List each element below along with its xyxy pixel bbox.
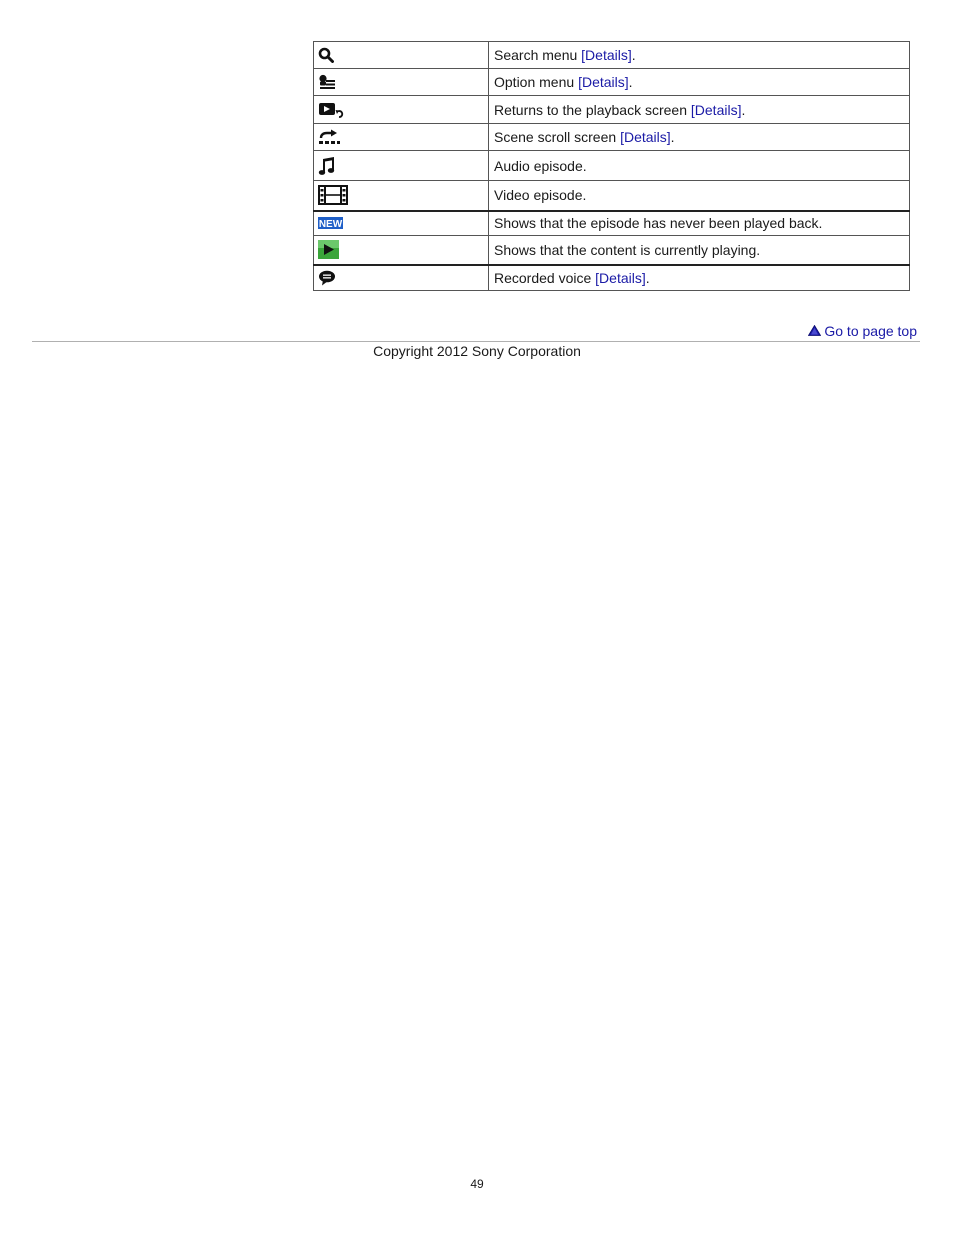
film-strip-icon	[318, 185, 348, 205]
description-cell	[489, 151, 910, 181]
details-link[interactable]: [Details]	[690, 101, 742, 118]
row-text: Search menu	[494, 47, 582, 63]
icon-legend-table	[313, 41, 910, 291]
description-cell	[489, 265, 910, 291]
page-number: 49	[470, 1177, 484, 1191]
icon-cell	[314, 236, 489, 265]
row-text: Shows that the content is currently playing.	[494, 241, 761, 258]
description-cell	[489, 69, 910, 96]
table-row	[314, 236, 910, 265]
table-row	[314, 42, 910, 69]
table-row	[314, 124, 910, 151]
description-cell	[489, 124, 910, 151]
description-cell	[489, 236, 910, 265]
footer-divider	[32, 341, 920, 342]
go-to-page-top-label[interactable]: Go to page top	[824, 323, 917, 339]
row-suffix: .	[628, 74, 633, 90]
row-text: Shows that the episode has never been played back.	[494, 215, 823, 232]
table-row	[314, 181, 910, 211]
icon-cell	[314, 124, 489, 151]
icon-cell	[314, 151, 489, 181]
icon-cell	[314, 96, 489, 124]
table-row	[314, 96, 910, 124]
now-playing-icon	[318, 240, 339, 259]
up-triangle-icon	[808, 323, 821, 339]
table-row	[314, 151, 910, 181]
row-suffix: .	[670, 129, 675, 145]
icon-cell	[314, 69, 489, 96]
details-link[interactable]: [Details]	[620, 129, 671, 145]
description-cell	[489, 181, 910, 211]
details-link[interactable]: [Details]	[581, 47, 632, 63]
icon-cell	[314, 181, 489, 211]
row-suffix: .	[645, 269, 650, 286]
icon-cell	[314, 211, 489, 236]
return-playback-icon	[318, 102, 344, 118]
row-text: Returns to the playback screen	[494, 101, 691, 118]
details-link[interactable]: [Details]	[578, 74, 629, 90]
table-row	[314, 211, 910, 236]
row-text: Video episode.	[494, 187, 587, 204]
new-badge-icon	[318, 217, 343, 229]
description-cell	[489, 42, 910, 69]
description-cell	[489, 211, 910, 236]
row-text: Option menu	[494, 74, 579, 90]
icon-cell	[314, 265, 489, 291]
search-icon	[318, 47, 334, 63]
table-row	[314, 69, 910, 96]
row-suffix: .	[741, 101, 746, 118]
new-badge-label: NEW	[318, 219, 343, 230]
details-link[interactable]: [Details]	[595, 269, 646, 286]
table-row	[314, 265, 910, 291]
scene-scroll-icon	[318, 129, 340, 145]
description-cell	[489, 96, 910, 124]
icon-cell	[314, 42, 489, 69]
row-suffix: .	[631, 47, 636, 63]
music-note-icon	[318, 156, 336, 176]
row-text: Recorded voice	[494, 269, 596, 286]
copyright-text: Copyright 2012 Sony Corporation	[373, 343, 581, 359]
go-to-page-top-link[interactable]	[808, 323, 917, 339]
row-text: Audio episode.	[494, 157, 587, 174]
row-text: Scene scroll screen	[494, 129, 621, 145]
speech-bubble-icon	[318, 270, 336, 286]
option-menu-icon	[318, 74, 336, 90]
